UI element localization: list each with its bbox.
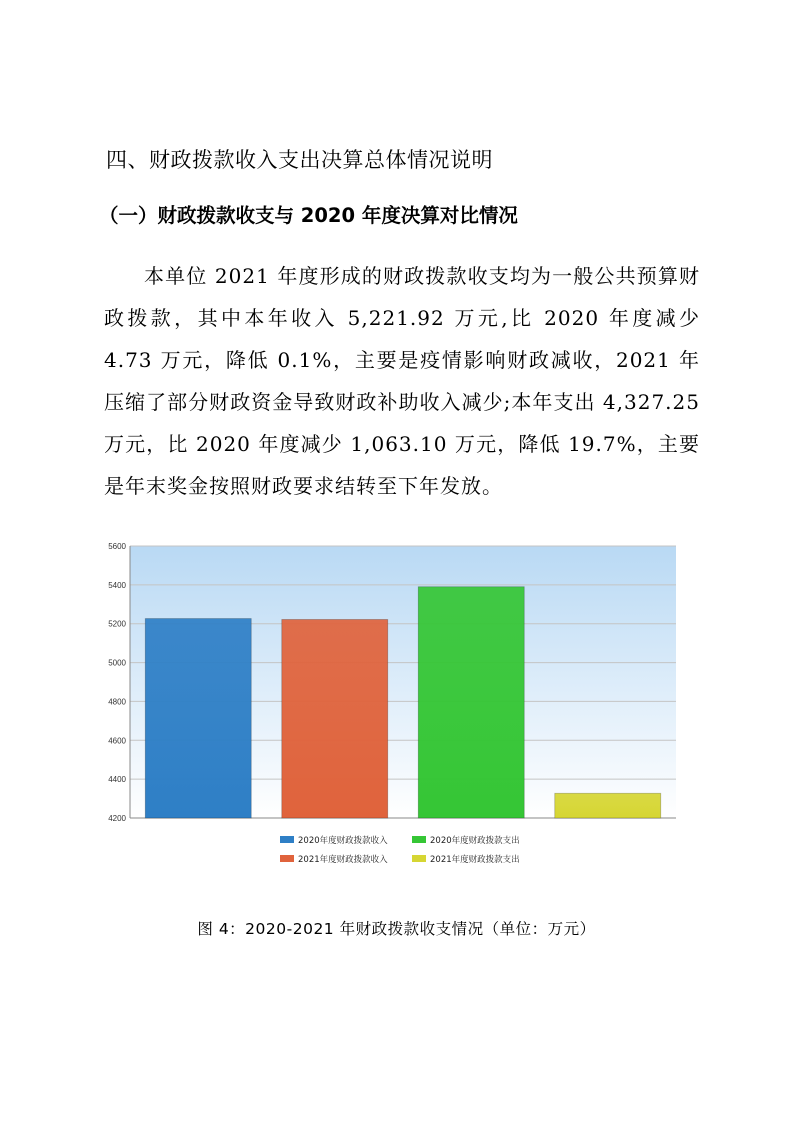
bar-chart-svg bbox=[100, 538, 678, 868]
legend-label: 2020年度财政拨款支出 bbox=[430, 836, 520, 846]
y-tick-label: 5200 bbox=[108, 619, 126, 629]
y-tick-label: 4600 bbox=[108, 736, 126, 746]
y-tick-label: 4800 bbox=[108, 697, 126, 707]
legend-label: 2021年度财政拨款收入 bbox=[298, 855, 388, 865]
legend-label: 2020年度财政拨款收入 bbox=[298, 836, 388, 846]
figure-caption: 图 4：2020-2021 年财政拨款收支情况（单位：万元） bbox=[197, 920, 596, 938]
legend-swatch bbox=[412, 836, 426, 843]
legend-swatch bbox=[280, 836, 294, 843]
body-paragraph: 本单位 2021 年度形成的财政拨款收支均为一般公共预算财政拨款，其中本年收入 5,221.92 万元,比 2020 年度减少 4.73 万元，降低 0.1%，主要是疫情影响财政减收，2021 年压缩了部分财政资金导致财政补助收入减少;本年支出 4,327.25 万元，比 2020 年度减少 1,063.10 万元，降低 19.7%，主要是年末奖金按照财政要求结转至下年发放。 bbox=[104, 264, 700, 498]
legend-swatch bbox=[280, 855, 294, 862]
legend-label: 2021年度财政拨款支出 bbox=[430, 855, 520, 865]
legend-swatch bbox=[412, 855, 426, 862]
bar-2 bbox=[282, 619, 388, 818]
y-tick-label: 4200 bbox=[108, 814, 126, 823]
y-tick-label: 5400 bbox=[108, 580, 126, 590]
bar-3 bbox=[418, 587, 524, 818]
bar-4 bbox=[555, 793, 661, 818]
y-tick-label: 5600 bbox=[108, 542, 126, 551]
section-heading: 四、财政拨款收入支出决算总体情况说明 bbox=[106, 148, 493, 172]
y-tick-label: 5000 bbox=[108, 658, 126, 668]
y-tick-label: 4400 bbox=[108, 775, 126, 785]
subsection-heading: （一）财政拨款收支与 2020 年度决算对比情况 bbox=[99, 204, 518, 227]
bar-chart bbox=[100, 538, 678, 868]
bar-1 bbox=[145, 619, 251, 818]
